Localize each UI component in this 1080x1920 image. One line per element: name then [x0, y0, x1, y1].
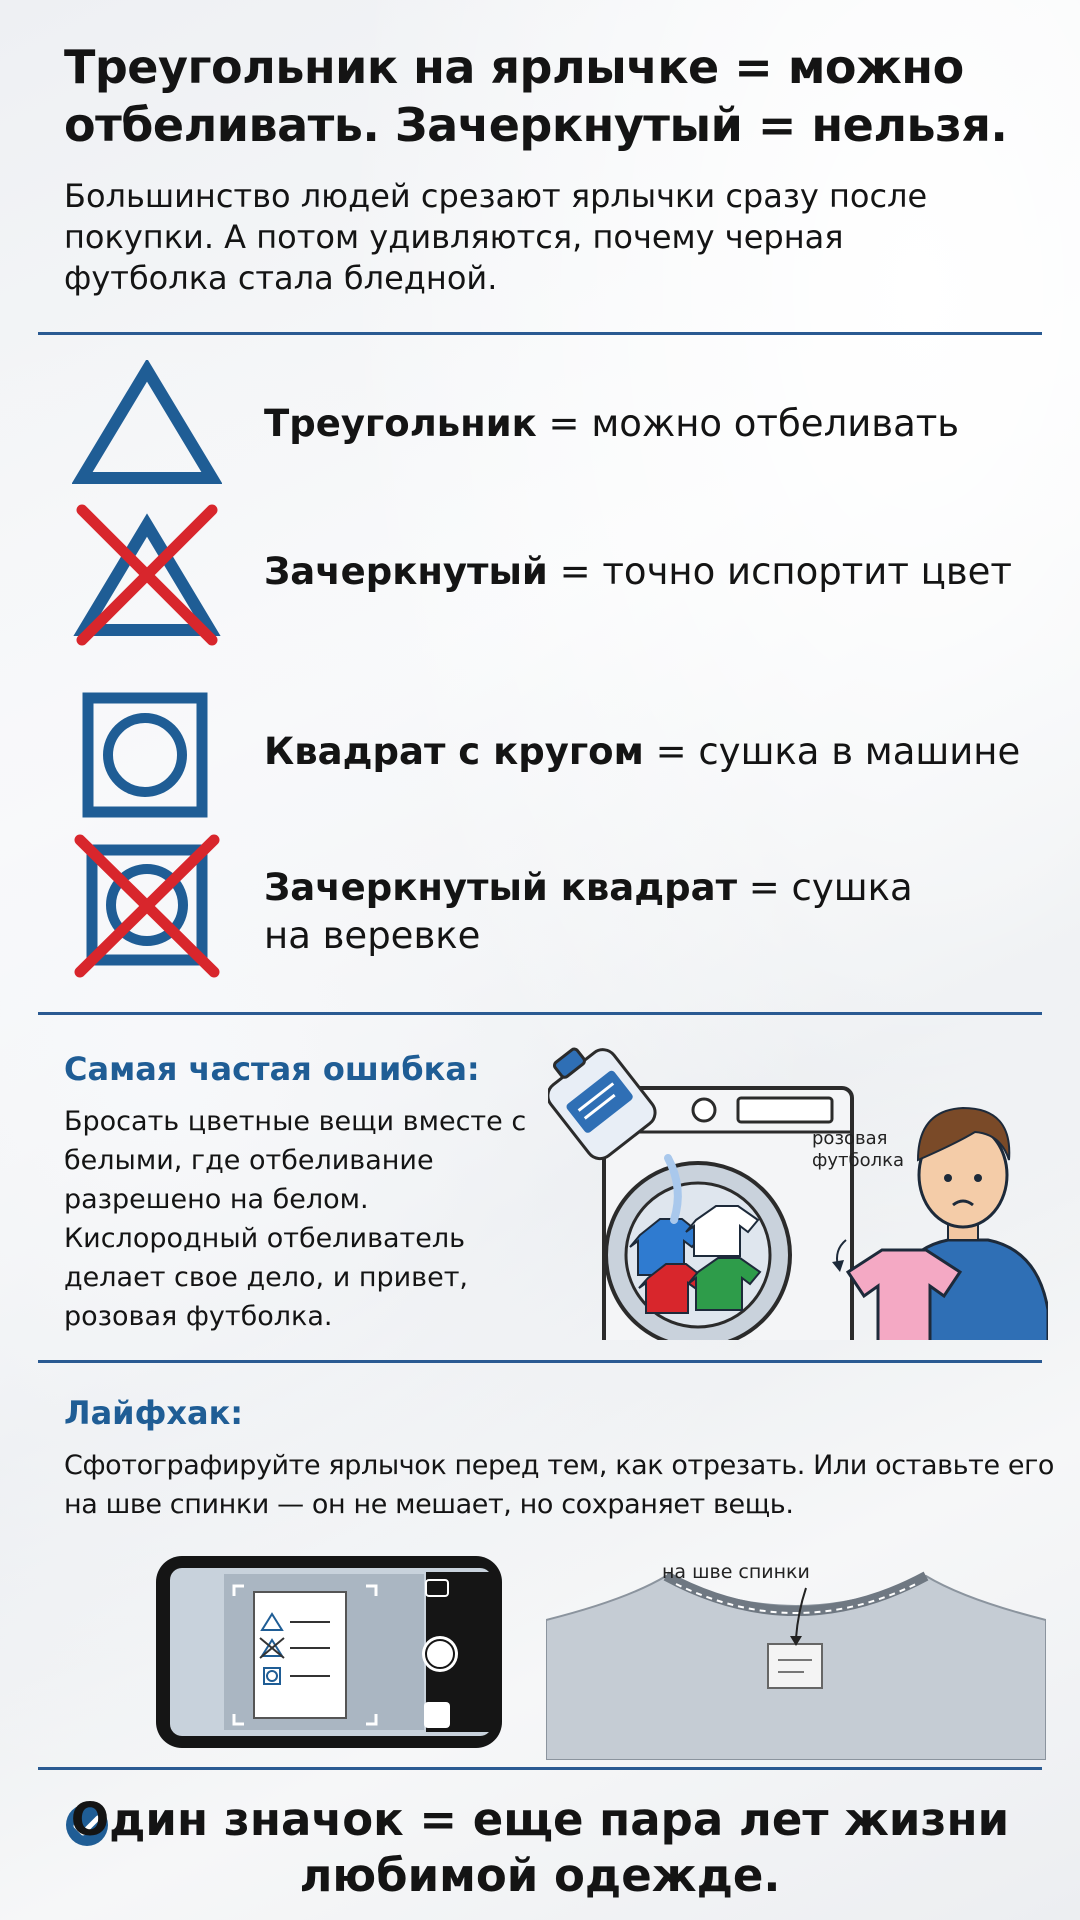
symbol-label-crossed-triangle [264, 548, 1044, 596]
symbol-term: Квадрат с кругом [264, 730, 644, 773]
symbol-term: Треугольник [264, 402, 537, 445]
symbol-term: Зачеркнутый квадрат [264, 866, 738, 909]
phone-photo-illustration [154, 1552, 504, 1752]
crossed-triangle-icon [72, 500, 222, 650]
symbol-meaning: = можно отбеливать [536, 402, 960, 445]
intro-text: Большинство людей срезают ярлычки сразу после покупки. А потом удивляются, почему черная футболка стала бледной. [64, 177, 928, 297]
symbol-term: Зачеркнутый [264, 550, 548, 593]
symbol-label-square-circle [264, 728, 1044, 776]
page-title: Треугольник на ярлычке = можно отбеливать. Зачеркнутый = нельзя. [64, 40, 1008, 152]
triangle-icon [72, 360, 222, 490]
symbol-label-triangle [264, 400, 1044, 448]
divider [38, 332, 1042, 335]
divider [38, 1360, 1042, 1363]
washing-machine-illustration [548, 1040, 1048, 1340]
lifehack-title: Лайфхак: [64, 1394, 244, 1432]
callout-line: розовая [812, 1128, 888, 1149]
square-circle-icon [82, 692, 208, 818]
footer-text: Один значок = еще пара лет жизни любимой одежде. [70, 1793, 1010, 1902]
callout-line: футболка [812, 1150, 905, 1171]
symbol-label-crossed-square-circle [264, 864, 944, 960]
divider [38, 1012, 1042, 1015]
symbol-meaning: = сушка на веревке [264, 866, 913, 957]
seam-label: на шве спинки [662, 1561, 810, 1583]
lifehack-text: Сфотографируйте ярлычок перед тем, как отрезать. Или оставьте его на шве спинки — он не мешает, но сохраняет вещь. [64, 1450, 1054, 1520]
crossed-square-circle-icon [72, 830, 222, 980]
mistake-title: Самая частая ошибка: [64, 1050, 480, 1088]
pink-shirt-callout [812, 1128, 904, 1172]
divider [38, 1767, 1042, 1770]
shirt-seam-illustration [546, 1560, 1046, 1760]
symbol-meaning: = сушка в машине [643, 730, 1021, 773]
mistake-text: Бросать цветные вещи вместе с белыми, где отбеливание разрешено на белом. Кислородный отбеливатель делает свое дело, и привет, розовая футболка. [64, 1106, 527, 1332]
symbol-meaning: = точно испортит цвет [547, 550, 1012, 593]
